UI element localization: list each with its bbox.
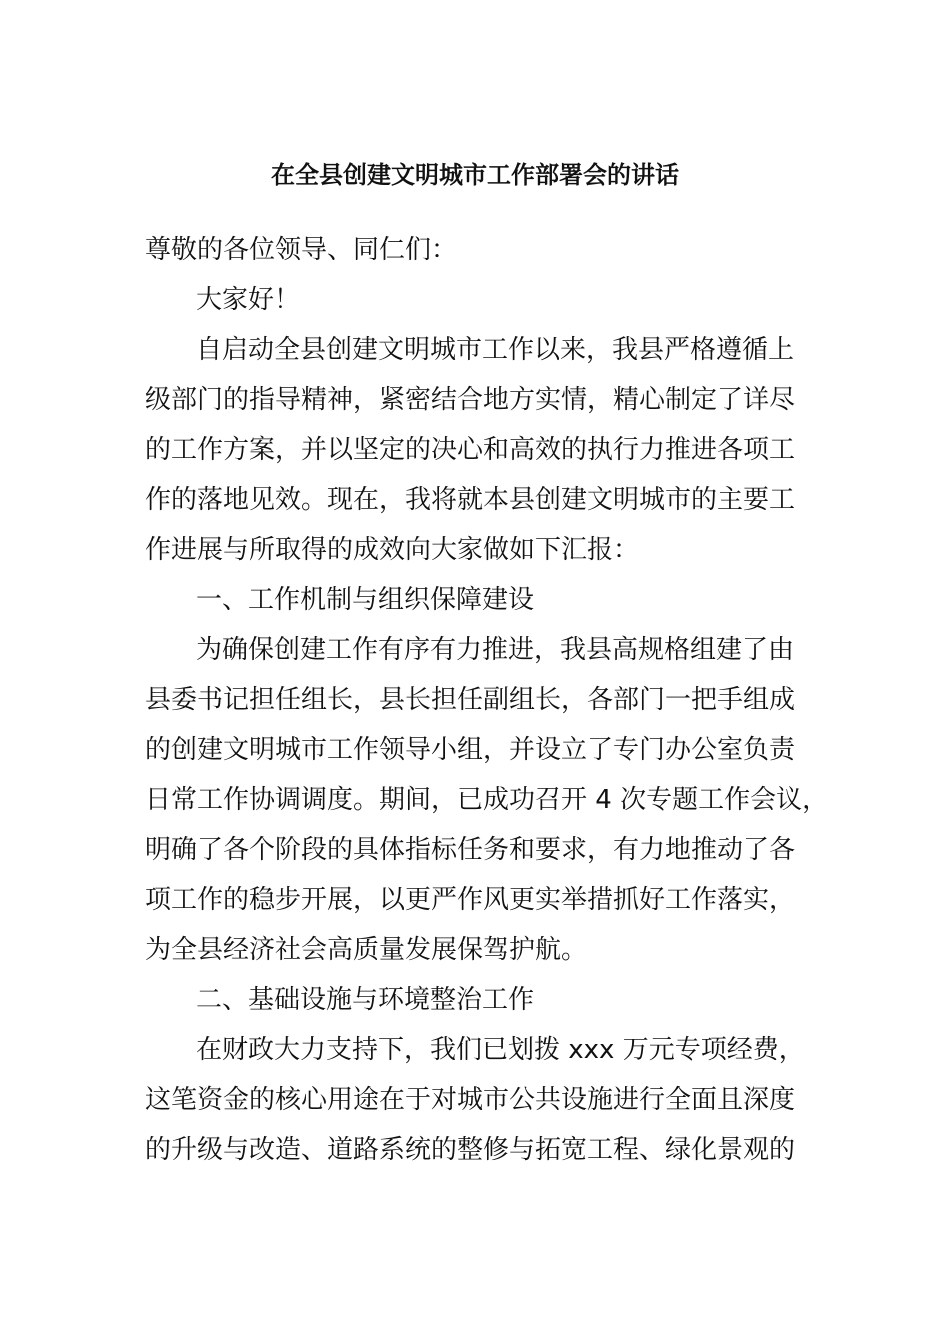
paragraph-line: 作进展与所取得的成效向大家做如下汇报：: [145, 535, 640, 565]
paragraph-line: 的升级与改造、道路系统的整修与拓宽工程、绿化景观的: [145, 1135, 796, 1165]
paragraph-line: 的工作方案，并以坚定的决心和高效的执行力推进各项工: [145, 435, 796, 465]
section-heading-2: 二、基础设施与环境整治工作: [196, 985, 535, 1015]
paragraph-line: 县委书记担任组长，县长担任副组长，各部门一把手组成: [145, 685, 796, 715]
paragraph-line: 在财政大力支持下，我们已划拨 xxx 万元专项经费，: [196, 1035, 805, 1065]
document-title: 在全县创建文明城市工作部署会的讲话: [271, 161, 679, 189]
paragraph-line: 为确保创建工作有序有力推进，我县高规格组建了由: [196, 635, 795, 665]
paragraph-line: 自启动全县创建文明城市工作以来，我县严格遵循上: [196, 335, 795, 365]
paragraph-line: 这笔资金的核心用途在于对城市公共设施进行全面且深度: [145, 1085, 796, 1115]
paragraph-line: 的创建文明城市工作领导小组，并设立了专门办公室负责: [145, 735, 796, 765]
salutation-line: 尊敬的各位领导、同仁们：: [145, 235, 458, 265]
paragraph-line: 项工作的稳步开展，以更严作风更实举措抓好工作落实，: [145, 885, 796, 915]
greeting-line: 大家好！: [196, 285, 301, 315]
paragraph-line: 作的落地见效。现在，我将就本县创建文明城市的主要工: [145, 485, 796, 515]
paragraph-line: 日常工作协调调度。期间，已成功召开 4 次专题工作会议，: [145, 785, 829, 815]
paragraph-line: 为全县经济社会高质量发展保驾护航。: [145, 935, 588, 965]
paragraph-line: 级部门的指导精神，紧密结合地方实情，精心制定了详尽: [145, 385, 796, 415]
section-heading-1: 一、工作机制与组织保障建设: [196, 585, 535, 615]
paragraph-line: 明确了各个阶段的具体指标任务和要求，有力地推动了各: [145, 835, 796, 865]
